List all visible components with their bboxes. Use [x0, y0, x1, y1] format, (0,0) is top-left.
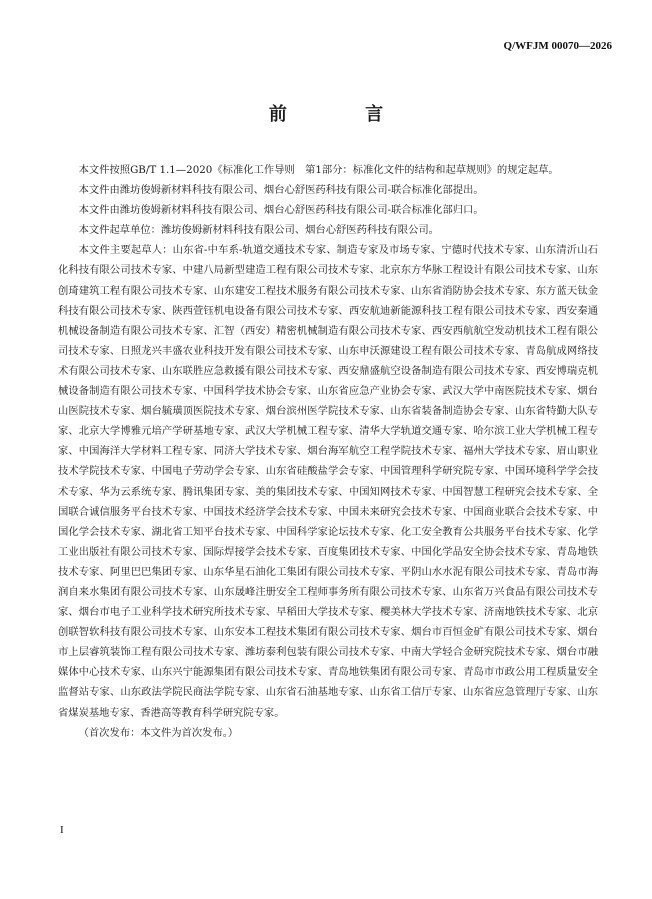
paragraph-drafting-units: 本文件起草单位：潍坊俊姆新材料科技有限公司、烟台心舒医药科技有限公司。 [78, 224, 439, 237]
page-title: 前 言 [268, 104, 420, 125]
paragraph-main-drafters: 本文件主要起草人：山东省-中车系-轨道交通技术专家、制造专家及市场专家、宁德时代技术专家、山东清沂山石化科技有限公司技术专家、中建八局新型建造工程有限公司技术专家、北京东方华脉工程设计有限公司技术专家、山东创琦建筑工程有限公司技术专家、山东建安工程技术服务有限公司技术专家、山东省消防协会技术专家、东方蓝天钛金科技有限公司技术专家、陕西萱钰机电设备有限公司技术专家、西安航迪新能源科技工程有限公司技术专家、西安秦通机械设备制造有限公司技术专家、汇智（西安）精密机械制造有限公司技术专家、西安西航航空发动机技术工程有限公司技术专家、日照龙兴丰盛农业科技开发有限公司技术专家、山东申沃源建设工程有限公司技术专家、青岛航成网络技术有限公司技术专家、山东联胜应急救援有限公司技术专家、西安鼎盛航空设备制造有限公司技术专家、西安博瑞克机械设备制造有限公司技术专家、中国科学技术协会专家、山东省应急产业协会专家、武汉大学中南医院技术专家、烟台山医院技术专家、烟台毓璜顶医院技术专家、烟台滨州医学院技术专家、山东省装备制造协会专家、山东省特勤大队专家、北京大学博雅元培产学研基地专家、武汉大学机械工程专家、清华大学轨道交通专家、哈尔滨工业大学机械工程专家、中国海洋大学材料工程专家、同济大学技术专家、烟台海军航空工程学院技术专家、福州大学技术专家、眉山职业技术学院技术专家、中国电子劳动学会专家、山东省硅酸盐学会专家、中国管理科学研究院专家、中国环境科学学会技术专家、华为云系统专家、腾讯集团专家、美的集团技术专家、中国知网技术专家、中国智慧工程研究会技术专家、全国联合诚信服务平台技术专家、中国技术经济学会技术专家、中国未来研究会技术专家、中国商业联合会技术专家、中国化学会技术专家、湖北省工知平台技术专家、中国科学家论坛技术专家、化工安全教育公共服务平台技术专家、化学工业出版社有限公司技术专家、国际焊接学会技术专家、百度集团技术专家、中国化学品安全协会技术专家、青岛地铁技术专家、阿里巴巴集团专家、山东华星石油化工集团有限公司技术专家、平阴山水水泥有限公司技术专家、青岛市海润自来水集团有限公司技术专家、山东晟峰注册安全工程师事务所有限公司技术专家、山东省万兴食品有限公司技术专家、烟台市电子工业科学技术研究所技术专家、早稻田大学技术专家、樱美林大学技术专家、济南地铁技术专家、北京创联智软科技有限公司技术专家、山东安本工程技术集团有限公司技术专家、烟台市百恒金矿有限公司技术专家、烟台市上层睿筑装饰工程有限公司技术专家、潍坊泰利包装有限公司技术专家、中南大学轻合金研究院技术专家、烟台市融媒体中心技术专家、山东兴宁能源集团有限公司技术专家、青岛地铁集团有限公司专家、青岛市市政公用工程质量安全监督站专家、山东政法学院民商法学院专家、山东省石油基地专家、山东省工信厅专家、山东省应急管理厅专家、山东省煤炭基地专家、香港高等教育科学研究院专家。 [58, 244, 598, 719]
page-number: I [60, 824, 64, 836]
paragraph-proposer: 本文件由潍坊俊姆新材料科技有限公司、烟台心舒医药科技有限公司-联合标准化部提出。 [78, 184, 484, 197]
body-text [58, 160, 598, 743]
paragraph-drafting-rules: 本文件按照GB/T 1.1—2020《标准化工作导则 第1部分：标准化文件的结构和起草规则》的规定起草。 [78, 164, 559, 176]
standard-number: Q/WFJM 00070—2026 [503, 40, 612, 52]
paragraph-first-release: （首次发布：本文件为首次发布。） [78, 726, 239, 739]
paragraph-attribution: 本文件由潍坊俊姆新材料科技有限公司、烟台心舒医药科技有限公司-联合标准化部归口。 [78, 204, 484, 217]
